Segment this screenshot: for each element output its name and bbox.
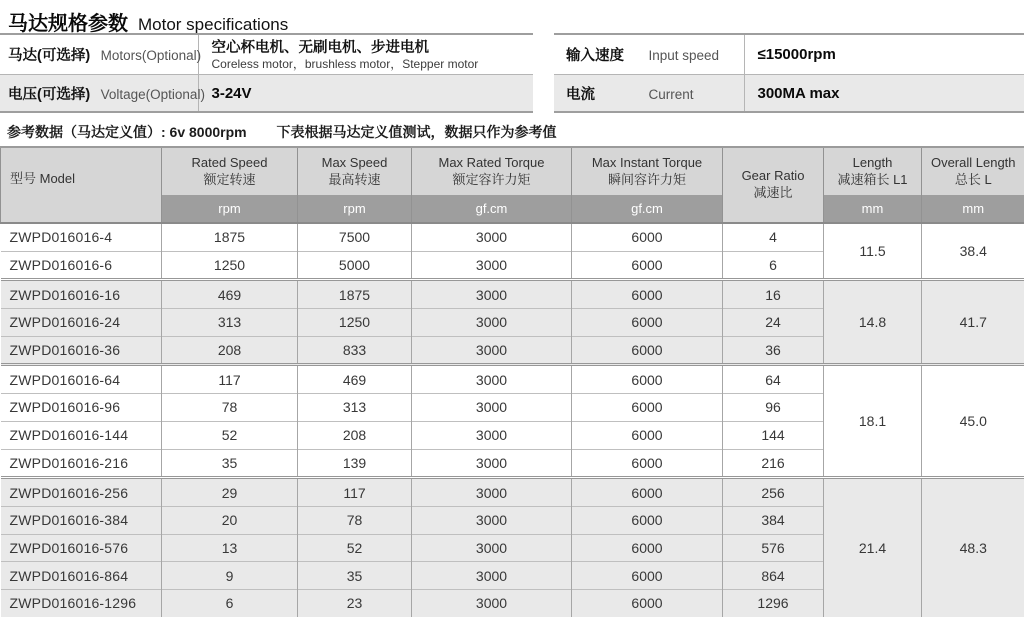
gear-ratio-cell: 144 [723,421,824,449]
overall-length-header-en: Overall Length [931,155,1016,170]
max-rated-torque-cell: 3000 [412,223,572,251]
max-instant-torque-cell: 6000 [572,562,723,590]
model-cell: ZWPD016016-6 [1,251,162,280]
top-spec-section [0,33,1024,113]
gear-ratio-cell: 256 [723,478,824,507]
model-cell: ZWPD016016-4 [1,223,162,251]
max-speed-unit: rpm [298,195,412,223]
overall-length-cell: 48.3 [922,478,1024,617]
max-instant-torque-cell: 6000 [572,589,723,616]
max-instant-torque-cell: 6000 [572,251,723,280]
gear-ratio-cell: 4 [723,223,824,251]
motors-value [198,34,533,75]
gearbox-length-cell: 14.8 [824,280,922,365]
max-instant-torque-cell: 6000 [572,506,723,534]
max-instant-torque-unit: gf.cm [572,195,723,223]
max-rated-torque-cell: 3000 [412,251,572,280]
gear-ratio-cell: 24 [723,309,824,337]
voltage-label-en: Voltage(Optional) [101,87,205,102]
max-instant-torque-cell: 6000 [572,280,723,309]
max-speed-cell: 208 [298,421,412,449]
rated-speed-cell: 469 [162,280,298,309]
rated-speed-cell: 29 [162,478,298,507]
max-instant-torque-cell: 6000 [572,534,723,562]
max-instant-torque-cell: 6000 [572,421,723,449]
overall-length-cell: 45.0 [922,365,1024,478]
max-rated-torque-unit: gf.cm [412,195,572,223]
gearbox-length-cell: 21.4 [824,478,922,617]
max-rated-torque-cell: 3000 [412,589,572,616]
length-header-zh: 减速箱长 L1 [837,172,907,187]
input-speed-label [554,34,744,75]
motors-label-en: Motors(Optional) [101,48,202,63]
gear-ratio-column-header [723,147,824,223]
table-body [1,223,1024,617]
length-header-en: Length [853,155,893,170]
motors-value-en: Coreless motor，brushless motor，Stepper motor [212,57,533,71]
rated-speed-cell: 208 [162,336,298,365]
input-speed-value: ≤15000rpm [744,34,1024,75]
max-instant-torque-column-header [572,147,723,195]
gear-ratio-cell: 36 [723,336,824,365]
max-rated-torque-header-zh: 额定容许力矩 [452,172,530,187]
gear-ratio-cell: 6 [723,251,824,280]
max-speed-cell: 7500 [298,223,412,251]
max-speed-cell: 833 [298,336,412,365]
max-instant-torque-cell: 6000 [572,336,723,365]
model-cell: ZWPD016016-1296 [1,589,162,616]
max-speed-cell: 139 [298,449,412,478]
gear-ratio-cell: 576 [723,534,824,562]
model-cell: ZWPD016016-64 [1,365,162,394]
max-speed-cell: 23 [298,589,412,616]
max-speed-cell: 52 [298,534,412,562]
max-speed-cell: 35 [298,562,412,590]
max-speed-cell: 5000 [298,251,412,280]
max-speed-cell: 1875 [298,280,412,309]
speed-current-spec-table [554,33,1024,113]
reference-note-disclaimer: 下表根据马达定义值测试，数据只作为参考值 [277,124,557,140]
voltage-label-zh: 电压(可选择) [8,87,90,103]
max-instant-torque-header-en: Max Instant Torque [592,155,702,170]
overall-length-header-zh: 总长 L [955,172,992,187]
max-instant-torque-cell: 6000 [572,394,723,422]
table-row [1,478,1024,507]
rated-speed-cell: 117 [162,365,298,394]
rated-speed-cell: 13 [162,534,298,562]
model-cell: ZWPD016016-16 [1,280,162,309]
voltage-row [0,75,533,113]
model-cell: ZWPD016016-24 [1,309,162,337]
gear-ratio-cell: 384 [723,506,824,534]
rated-speed-cell: 1250 [162,251,298,280]
max-rated-torque-cell: 3000 [412,365,572,394]
max-rated-torque-column-header [412,147,572,195]
rated-speed-cell: 9 [162,562,298,590]
rated-speed-cell: 35 [162,449,298,478]
voltage-label [0,75,198,113]
model-cell: ZWPD016016-36 [1,336,162,365]
max-rated-torque-cell: 3000 [412,562,572,590]
gear-ratio-cell: 216 [723,449,824,478]
max-speed-cell: 469 [298,365,412,394]
max-rated-torque-cell: 3000 [412,421,572,449]
max-instant-torque-cell: 6000 [572,365,723,394]
max-rated-torque-cell: 3000 [412,280,572,309]
motors-label [0,34,198,75]
model-column-header: 型号 Model [1,147,162,223]
gear-ratio-cell: 96 [723,394,824,422]
current-label [554,75,744,113]
current-label-zh: 电流 [566,83,638,104]
model-cell: ZWPD016016-144 [1,421,162,449]
max-rated-torque-cell: 3000 [412,534,572,562]
input-speed-label-en: Input speed [648,48,719,63]
gear-ratio-cell: 16 [723,280,824,309]
gear-ratio-header-zh: 减速比 [753,185,792,200]
max-speed-column-header [298,147,412,195]
max-rated-torque-cell: 3000 [412,336,572,365]
max-rated-torque-cell: 3000 [412,506,572,534]
gear-ratio-cell: 864 [723,562,824,590]
max-speed-cell: 1250 [298,309,412,337]
max-rated-torque-cell: 3000 [412,478,572,507]
voltage-value: 3-24V [198,75,533,113]
gear-ratio-cell: 1296 [723,589,824,616]
rated-speed-header-zh: 额定转速 [203,172,255,187]
gearbox-length-cell: 11.5 [824,223,922,280]
gear-ratio-cell: 64 [723,365,824,394]
page-title [0,0,1024,31]
max-instant-torque-cell: 6000 [572,309,723,337]
max-instant-torque-cell: 6000 [572,449,723,478]
overall-length-cell: 38.4 [922,223,1024,280]
motor-voltage-spec-table [0,33,533,113]
max-rated-torque-cell: 3000 [412,449,572,478]
table-row [1,280,1024,309]
model-cell: ZWPD016016-216 [1,449,162,478]
rated-speed-cell: 1875 [162,223,298,251]
page-title-en: Motor specifications [138,15,288,35]
rated-speed-cell: 6 [162,589,298,616]
max-speed-cell: 78 [298,506,412,534]
gearbox-length-cell: 18.1 [824,365,922,478]
rated-speed-column-header [162,147,298,195]
page-title-zh: 马达规格参数 [8,7,128,36]
rated-speed-header-en: Rated Speed [192,155,268,170]
current-value: 300MA max [744,75,1024,113]
table-header [1,147,1024,223]
motors-value-zh: 空心杯电机、无刷电机、步进电机 [212,40,533,57]
max-instant-torque-header-zh: 瞬间容许力矩 [608,172,686,187]
motors-row [0,34,533,75]
overall-length-column-header [922,147,1024,195]
current-label-en: Current [648,87,693,102]
rated-speed-cell: 313 [162,309,298,337]
max-instant-torque-cell: 6000 [572,478,723,507]
input-speed-label-zh: 输入速度 [566,44,638,65]
motor-specifications-table [0,146,1024,617]
rated-speed-cell: 52 [162,421,298,449]
reference-note-values: 参考数据（马达定义值）: 6v 8000rpm [7,124,247,140]
reference-note [7,122,1024,142]
rated-speed-cell: 20 [162,506,298,534]
model-cell: ZWPD016016-864 [1,562,162,590]
rated-speed-unit: rpm [162,195,298,223]
max-rated-torque-header-en: Max Rated Torque [439,155,545,170]
table-row [1,365,1024,394]
table-row [1,223,1024,251]
spec-tables-gap [533,33,554,113]
current-row [554,75,1024,113]
max-speed-cell: 117 [298,478,412,507]
max-speed-header-zh: 最高转速 [328,172,380,187]
max-speed-header-en: Max Speed [322,155,388,170]
model-cell: ZWPD016016-96 [1,394,162,422]
model-cell: ZWPD016016-384 [1,506,162,534]
rated-speed-cell: 78 [162,394,298,422]
max-speed-cell: 313 [298,394,412,422]
length-column-header [824,147,922,195]
model-cell: ZWPD016016-256 [1,478,162,507]
motors-label-zh: 马达(可选择) [8,48,90,64]
max-instant-torque-cell: 6000 [572,223,723,251]
max-rated-torque-cell: 3000 [412,394,572,422]
length-unit: mm [824,195,922,223]
overall-length-cell: 41.7 [922,280,1024,365]
input-speed-row [554,34,1024,75]
max-rated-torque-cell: 3000 [412,309,572,337]
model-cell: ZWPD016016-576 [1,534,162,562]
overall-length-unit: mm [922,195,1024,223]
gear-ratio-header-en: Gear Ratio [742,168,805,183]
